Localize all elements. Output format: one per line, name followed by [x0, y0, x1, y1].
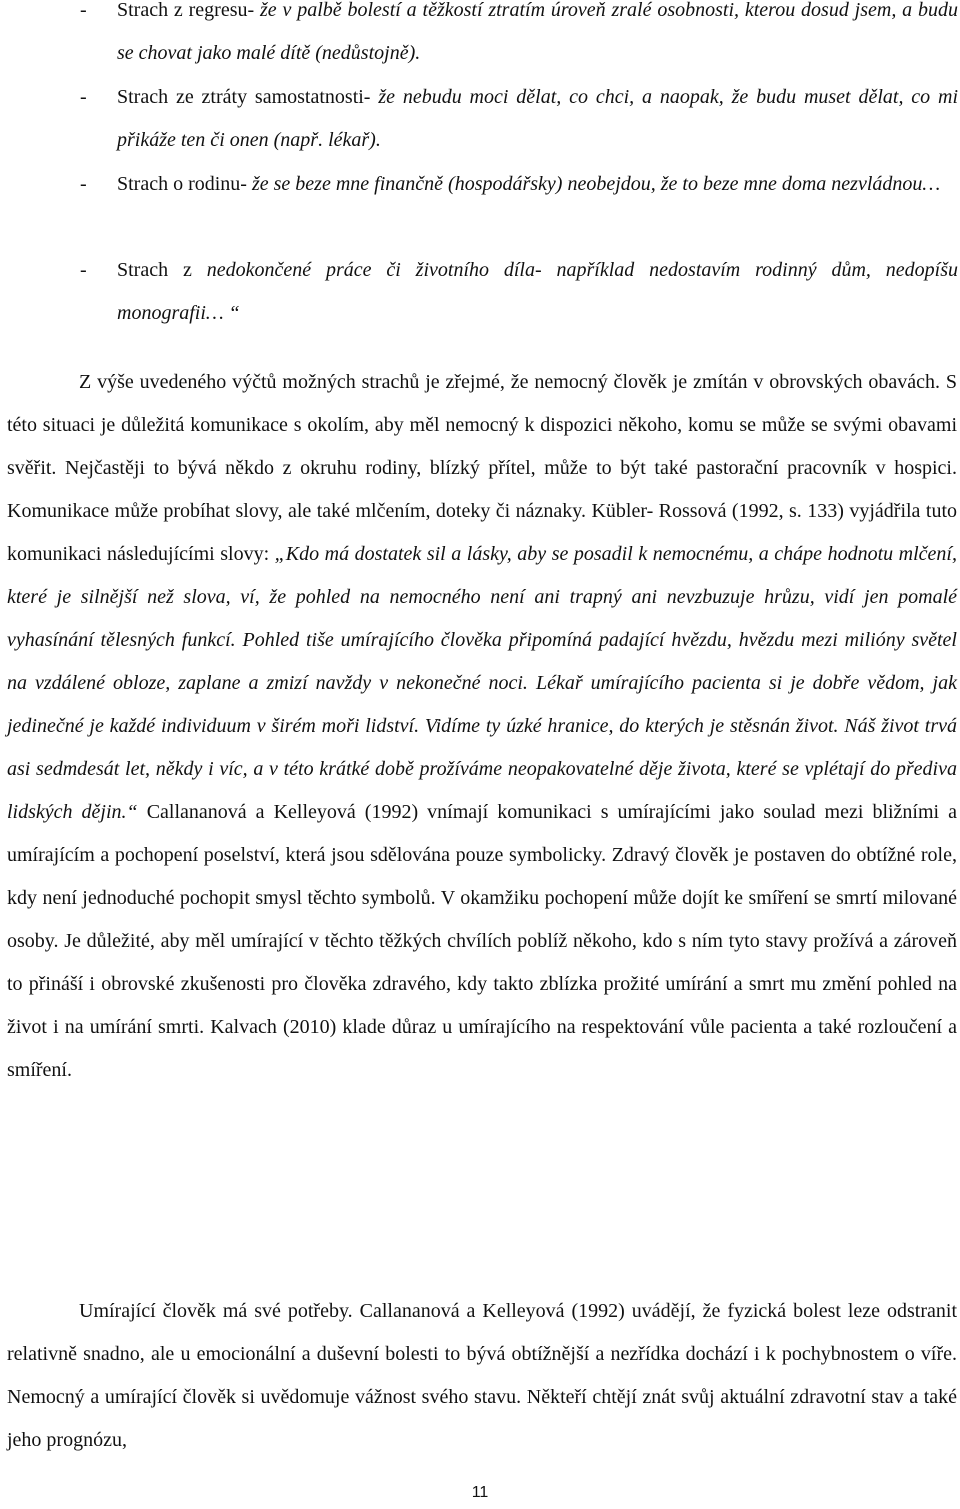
paragraph-text: Umírající člověk má své potřeby. Callananová a Kelleyová (1992) uvádějí, že fyzická bolest leze odstranit relativně snadno, ale u emocionální a duševní bolesti to bývá obtížnější a nezřídka dochází i k pochybnostem o víře. Nemocný a umírající člověk si uvědomuje vážnost svého stavu. Někteří chtějí znát svůj aktuální zdravotní stav a také jeho prognózu,: [7, 1300, 957, 1451]
bullet-dash: -: [80, 259, 87, 281]
page-number: 11: [471, 1484, 489, 1501]
bullet-italic: nedokončené práce či životního díla- například nedostavím rodinný dům, nedopíšu monografii… “: [117, 259, 958, 324]
bullet-dash: -: [80, 173, 87, 195]
bullet-text: [117, 249, 958, 335]
bullet-text: [117, 76, 958, 162]
paragraph-text-continued: Callananová a Kelleyová (1992) vnímají komunikaci s umírajícími jako soulad mezi bližními a umírajícím a pochopení poselství, která jsou sdělována pouze symbolicky. Zdravý člověk je postaven do obtížné role, kdy není jednoduché pochopit smysl těchto symbolů. V okamžiku pochopení může dojít ke smíření se smrtí milované osoby. Je důležité, aby měl umírající v těchto těžkých chvílích poblíž někoho, kdo s ním tyto stavy prožívá a zároveň to přináší i obrovské zkušenosti pro člověka zdravého, kdy takto zblízka prožité umírání a smrt mu změní pohled na život i na umírání smrti. Kalvach (2010) klade důraz u umírajícího na respektování vůle pacienta a také rozloučení a smíření.: [7, 801, 957, 1081]
bullet-lead: Strach o rodinu-: [117, 173, 252, 195]
bullet-text: [117, 0, 958, 75]
bullet-italic: že se beze mne finančně (hospodářsky) neobejdou, že to beze mne doma nezvládnou…: [251, 173, 941, 195]
bullet-text: [117, 163, 958, 206]
bullet-lead: Strach ze ztráty samostatnosti-: [117, 86, 379, 108]
bullet-lead: Strach z: [117, 259, 207, 281]
bullet-italic: že v palbě bolestí a těžkostí ztratím úroveň zralé osobnosti, kterou dosud jsem, a budu se chovat jako malé dítě (nedůstojně).: [117, 0, 958, 64]
quotation: „Kdo má dostatek sil a lásky, aby se posadil k nemocnému, a chápe hodnotu mlčení, které je silnější než slova, ví, že pohled na nemocného není ani trapný ani nevzbuzuje hrůzu, vidí jen pomalé vyhasínání tělesných funkcí. Pohled tiše umírajícího člověka připomíná padající hvězdu, hvězdu mezi milióny světel na vzdálené obloze, zaplane a zmizí navždy v nekonečné noci. Lékař umírajícího pacienta si je dobře vědom, jak jedinečné je každé individuum v širém moři lidství. Vidíme ty úzké hranice, do kterých je stěsnán život. Náš život trvá asi sedmdesát let, někdy i víc, a v této krátké době prožíváme neopakovatelné děje života, které se vplétají do přediva lidských dějin.“: [7, 543, 957, 823]
bullet-dash: -: [80, 0, 87, 21]
paragraph-needs: [7, 1290, 957, 1462]
bullet-dash: -: [80, 86, 87, 108]
bullet-italic: že nebudu moci dělat, co chci, a naopak, že budu muset dělat, co mi přikáže ten či onen (např. lékař).: [117, 86, 959, 151]
bullet-lead: Strach z regresu-: [117, 0, 261, 21]
paragraph-communication: [7, 361, 957, 1092]
paragraph-text: Z výše uvedeného výčtů možných strachů je zřejmé, že nemocný člověk je zmítán v obrovských obavách. S této situaci je důležitá komunikace s okolím, aby měl nemocný k dispozici někoho, komu se může se svými obavami svěřit. Nejčastěji to bývá někdo z okruhu rodiny, blízký přítel, může to být také pastorační pracovník v hospici. Komunikace může probíhat slovy, ale také mlčením, doteky či náznaky. Kübler- Rossová (1992, s. 133) vyjádřila tuto komunikaci následujícími slovy:: [7, 371, 957, 565]
